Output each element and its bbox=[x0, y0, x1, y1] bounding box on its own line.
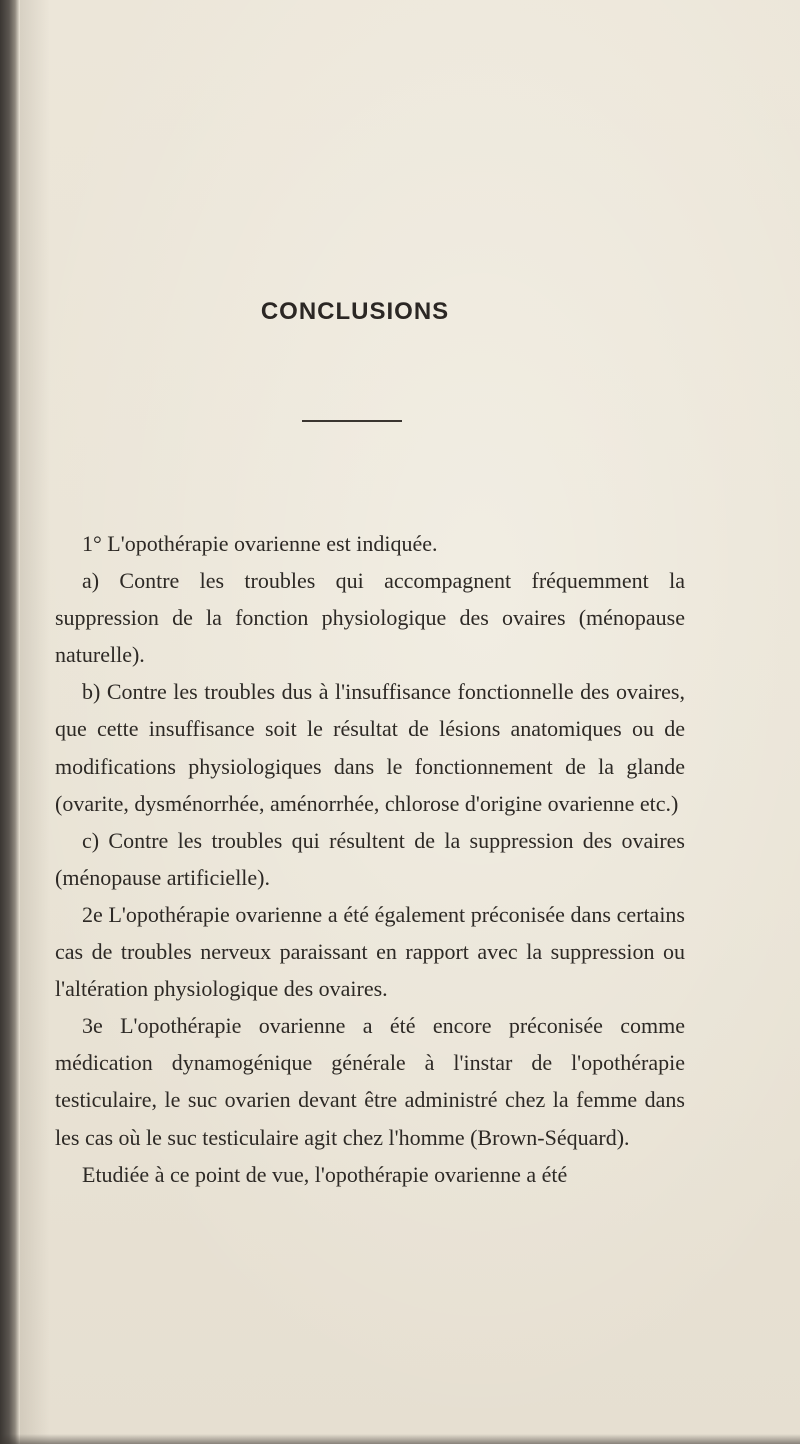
paragraph-4: Etudiée à ce point de vue, l'opothérapie ovarienne a été bbox=[82, 1161, 568, 1187]
body-text bbox=[55, 525, 685, 1193]
paragraph-3: 3e L'opothérapie ovarienne a été encore préconisée comme médication dynamogénique générale à l'instar de l'opothérapie testiculaire, le suc ovarien devant être administré chez la femme dans les cas où le suc testiculaire agit chez l'homme (Brown-Séquard). bbox=[55, 1013, 685, 1150]
page-title: CONCLUSIONS bbox=[260, 298, 450, 325]
paragraph-1c: c) Contre les troubles qui résultent de la suppression des ovaires (ménopause artificielle). bbox=[55, 827, 685, 890]
paragraph-1: 1° L'opothérapie ovarienne est indiquée. bbox=[82, 531, 438, 556]
spine-shadow bbox=[20, 0, 50, 1444]
paragraph-1a: a) Contre les troubles qui accompagnent fréquemment la suppression de la fonction physiologique des ovaires (ménopause naturelle). bbox=[55, 568, 685, 668]
paragraph-2: 2e L'opothérapie ovarienne a été également préconisée dans certains cas de troubles nerveux paraissant en rapport avec la suppression ou l'altération physiologique des ovaires. bbox=[55, 901, 685, 1002]
page-bottom-edge bbox=[0, 1434, 800, 1444]
book-spine bbox=[0, 0, 20, 1444]
paragraph-1b: b) Contre les troubles dus à l'insuffisance fonctionnelle des ovaires, que cette insuffisance soit le résultat de lésions anatomiques ou de modifications physiologiques dans le fonctionnement de la glande (ovarite, dysménorrhée, aménorrhée, chlorose d'origine ovarienne etc.) bbox=[55, 679, 685, 816]
title-divider bbox=[302, 420, 402, 422]
